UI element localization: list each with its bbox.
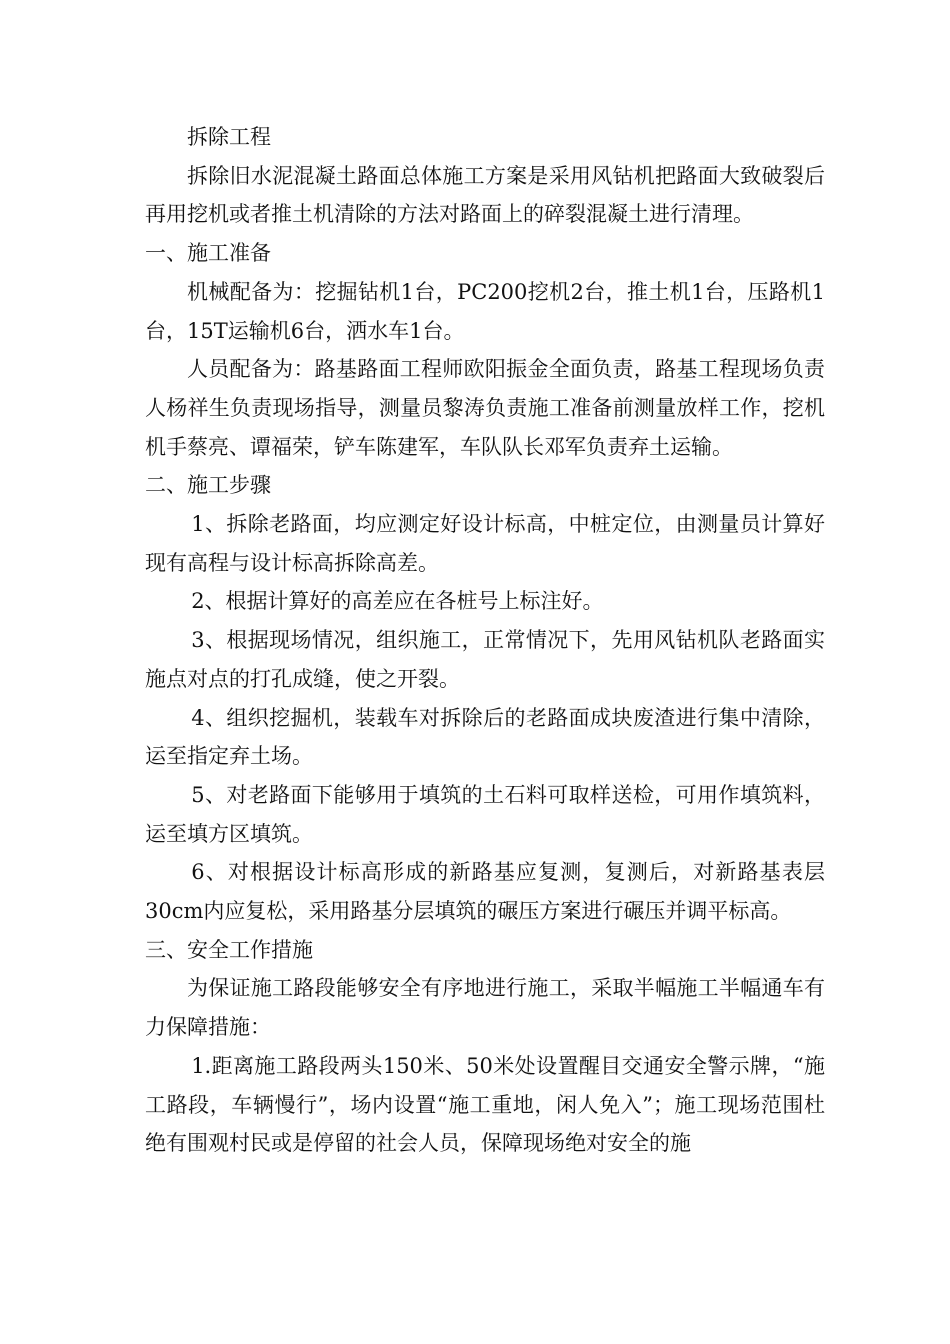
safety-item-1: 1.距离施工路段两头150米、50米处设置醒目交通安全警示牌，“施工路段，车辆慢行”，场内设置“施工重地，闲人免入”；施工现场范围杜绝有围观村民或是停留的社会人员，保障现场绝对安全的施: [145, 1053, 825, 1156]
step-4: 4、组织挖掘机，装载车对拆除后的老路面成块废渣进行集中清除，运至指定弃土场。: [145, 705, 825, 769]
intro-paragraph: 拆除旧水泥混凝土路面总体施工方案是采用风钻机把路面大致破裂后再用挖机或者推土机清除的方法对路面上的碎裂混凝土进行清理。: [145, 163, 825, 227]
heading-safety: 三、安全工作措施: [145, 937, 313, 962]
step-5: 5、对老路面下能够用于填筑的土石料可取样送检，可用作填筑料，运至填方区填筑。: [145, 782, 825, 846]
paragraph-safety-intro: 为保证施工路段能够安全有序地进行施工，采取半幅施工半幅通车有力保障措施：: [145, 976, 825, 1040]
paragraph-personnel: 人员配备为：路基路面工程师欧阳振金全面负责，路基工程现场负责人杨祥生负责现场指导，测量员黎涛负责施工准备前测量放样工作，挖机机手蔡亮、谭福荣，铲车陈建军，车队队长邓军负责弃土运输。: [145, 357, 825, 459]
document-body: [145, 118, 825, 1163]
step-6: 6、对根据设计标高形成的新路基应复测，复测后，对新路基表层30cm内应复松，采用路基分层填筑的碾压方案进行碾压并调平标高。: [145, 860, 825, 924]
heading-steps: 二、施工步骤: [145, 473, 271, 498]
heading-preparation: 一、施工准备: [145, 241, 271, 266]
paragraph-machinery: 机械配备为：挖掘钻机1台，PC200挖机2台，推土机1台，压路机1台，15T运输机6台，洒水车1台。: [145, 279, 825, 343]
step-3: 3、根据现场情况，组织施工，正常情况下，先用风钻机队老路面实施点对点的打孔成缝，使之开裂。: [145, 628, 825, 691]
step-1: 1、拆除老路面，均应测定好设计标高，中桩定位，由测量员计算好现有高程与设计标高拆除高差。: [145, 512, 825, 575]
section-title: 拆除工程: [187, 125, 271, 149]
step-2: 2、根据计算好的高差应在各桩号上标注好。: [191, 589, 604, 614]
